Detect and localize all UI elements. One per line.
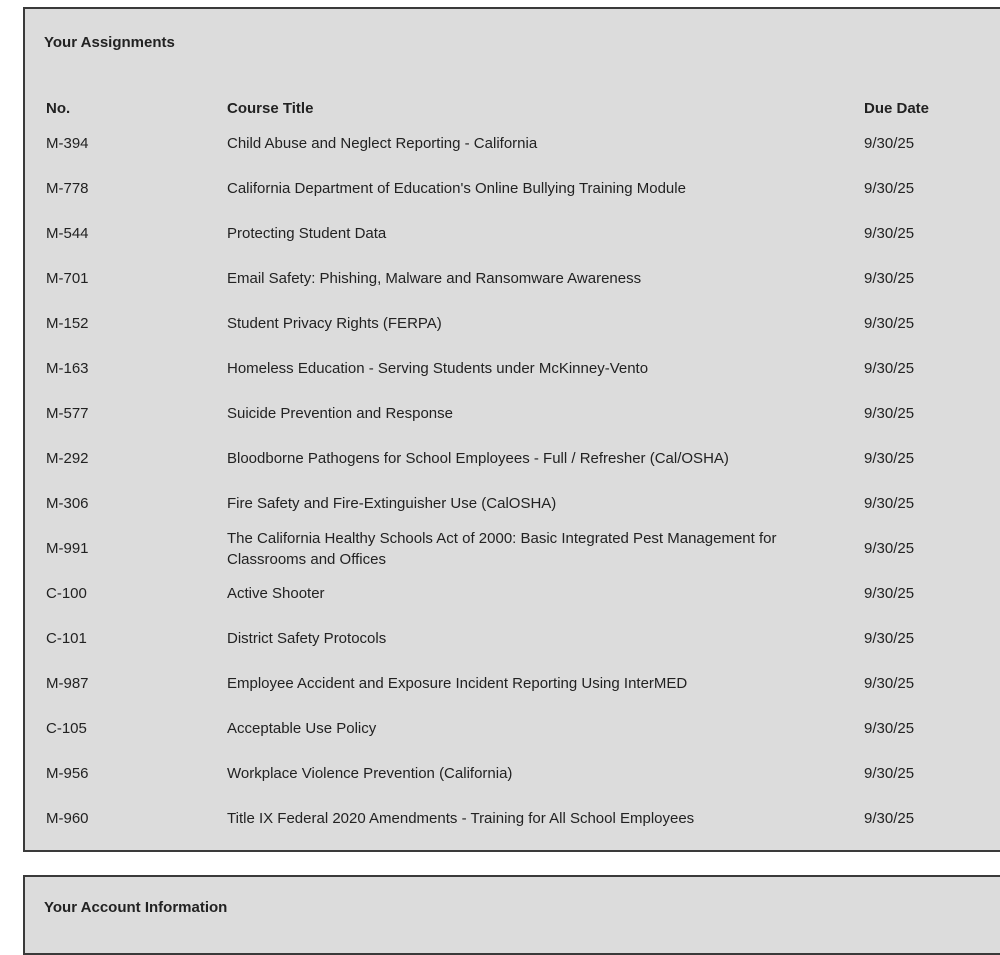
course-title: Workplace Violence Prevention (California): [227, 765, 513, 782]
table-row: [25, 571, 1000, 616]
course-title: Title IX Federal 2020 Amendments - Training for All School Employees: [227, 810, 695, 827]
due-date: 9/30/25: [864, 180, 915, 197]
course-number: M-292: [46, 450, 89, 467]
due-date: 9/30/25: [864, 630, 915, 647]
course-title: Suicide Prevention and Response: [227, 405, 453, 422]
course-number: M-577: [46, 405, 89, 422]
due-date: 9/30/25: [864, 450, 915, 467]
table-row: [25, 751, 1000, 796]
header-no: No.: [46, 99, 71, 117]
course-title: District Safety Protocols: [227, 630, 387, 647]
table-row: [25, 211, 1000, 256]
table-row: [25, 616, 1000, 661]
course-number: C-101: [46, 630, 87, 647]
course-number: C-100: [46, 585, 87, 602]
course-number: M-987: [46, 675, 89, 692]
course-number: M-163: [46, 360, 89, 377]
course-title: Active Shooter: [227, 585, 325, 602]
header-due-date: Due Date: [864, 99, 930, 117]
course-number: M-394: [46, 135, 89, 152]
course-title: Child Abuse and Neglect Reporting - California: [227, 135, 538, 152]
due-date: 9/30/25: [864, 495, 915, 512]
course-number: M-956: [46, 765, 89, 782]
header-course-title: Course Title: [227, 99, 314, 117]
due-date: 9/30/25: [864, 405, 915, 422]
due-date: 9/30/25: [864, 585, 915, 602]
due-date: 9/30/25: [864, 225, 915, 242]
account-panel: [23, 875, 1000, 955]
assignments-title: Your Assignments: [44, 34, 175, 51]
table-row: [25, 391, 1000, 436]
table-row: [25, 346, 1000, 391]
due-date: 9/30/25: [864, 315, 915, 332]
course-number: M-960: [46, 810, 89, 827]
course-number: M-778: [46, 180, 89, 197]
due-date: 9/30/25: [864, 765, 915, 782]
due-date: 9/30/25: [864, 675, 915, 692]
due-date: 9/30/25: [864, 540, 915, 557]
table-row: [25, 526, 1000, 571]
table-row: [25, 796, 1000, 841]
table-row: [25, 301, 1000, 346]
course-title: Employee Accident and Exposure Incident Reporting Using InterMED: [227, 675, 688, 692]
table-row: [25, 121, 1000, 166]
table-row: [25, 481, 1000, 526]
due-date: 9/30/25: [864, 270, 915, 287]
table-row: [25, 706, 1000, 751]
course-number: M-991: [46, 540, 89, 557]
table-row: [25, 661, 1000, 706]
course-number: M-701: [46, 270, 89, 287]
course-title: Acceptable Use Policy: [227, 720, 377, 737]
account-title: Your Account Information: [44, 899, 228, 916]
course-title: Email Safety: Phishing, Malware and Ransomware Awareness: [227, 270, 642, 287]
course-title: Homeless Education - Serving Students under McKinney-Vento: [227, 360, 649, 377]
course-title: Student Privacy Rights (FERPA): [227, 315, 442, 332]
course-number: C-105: [46, 720, 87, 737]
table-header: [25, 95, 1000, 121]
course-title: Protecting Student Data: [227, 225, 387, 242]
due-date: 9/30/25: [864, 135, 915, 152]
table-row: [25, 436, 1000, 481]
due-date: 9/30/25: [864, 720, 915, 737]
course-number: M-306: [46, 495, 89, 512]
course-number: M-152: [46, 315, 89, 332]
course-title: Bloodborne Pathogens for School Employees - Full / Refresher (Cal/OSHA): [227, 450, 729, 467]
course-title: Fire Safety and Fire-Extinguisher Use (CalOSHA): [227, 495, 557, 512]
assignments-panel: [23, 7, 1000, 852]
due-date: 9/30/25: [864, 360, 915, 377]
assignments-table: [25, 95, 1000, 841]
course-title: The California Healthy Schools Act of 2000: Basic Integrated Pest Management for Classrooms and Offices: [227, 529, 777, 568]
table-row: [25, 256, 1000, 301]
table-row: [25, 166, 1000, 211]
due-date: 9/30/25: [864, 810, 915, 827]
course-number: M-544: [46, 225, 89, 242]
course-title: California Department of Education's Online Bullying Training Module: [227, 180, 686, 197]
